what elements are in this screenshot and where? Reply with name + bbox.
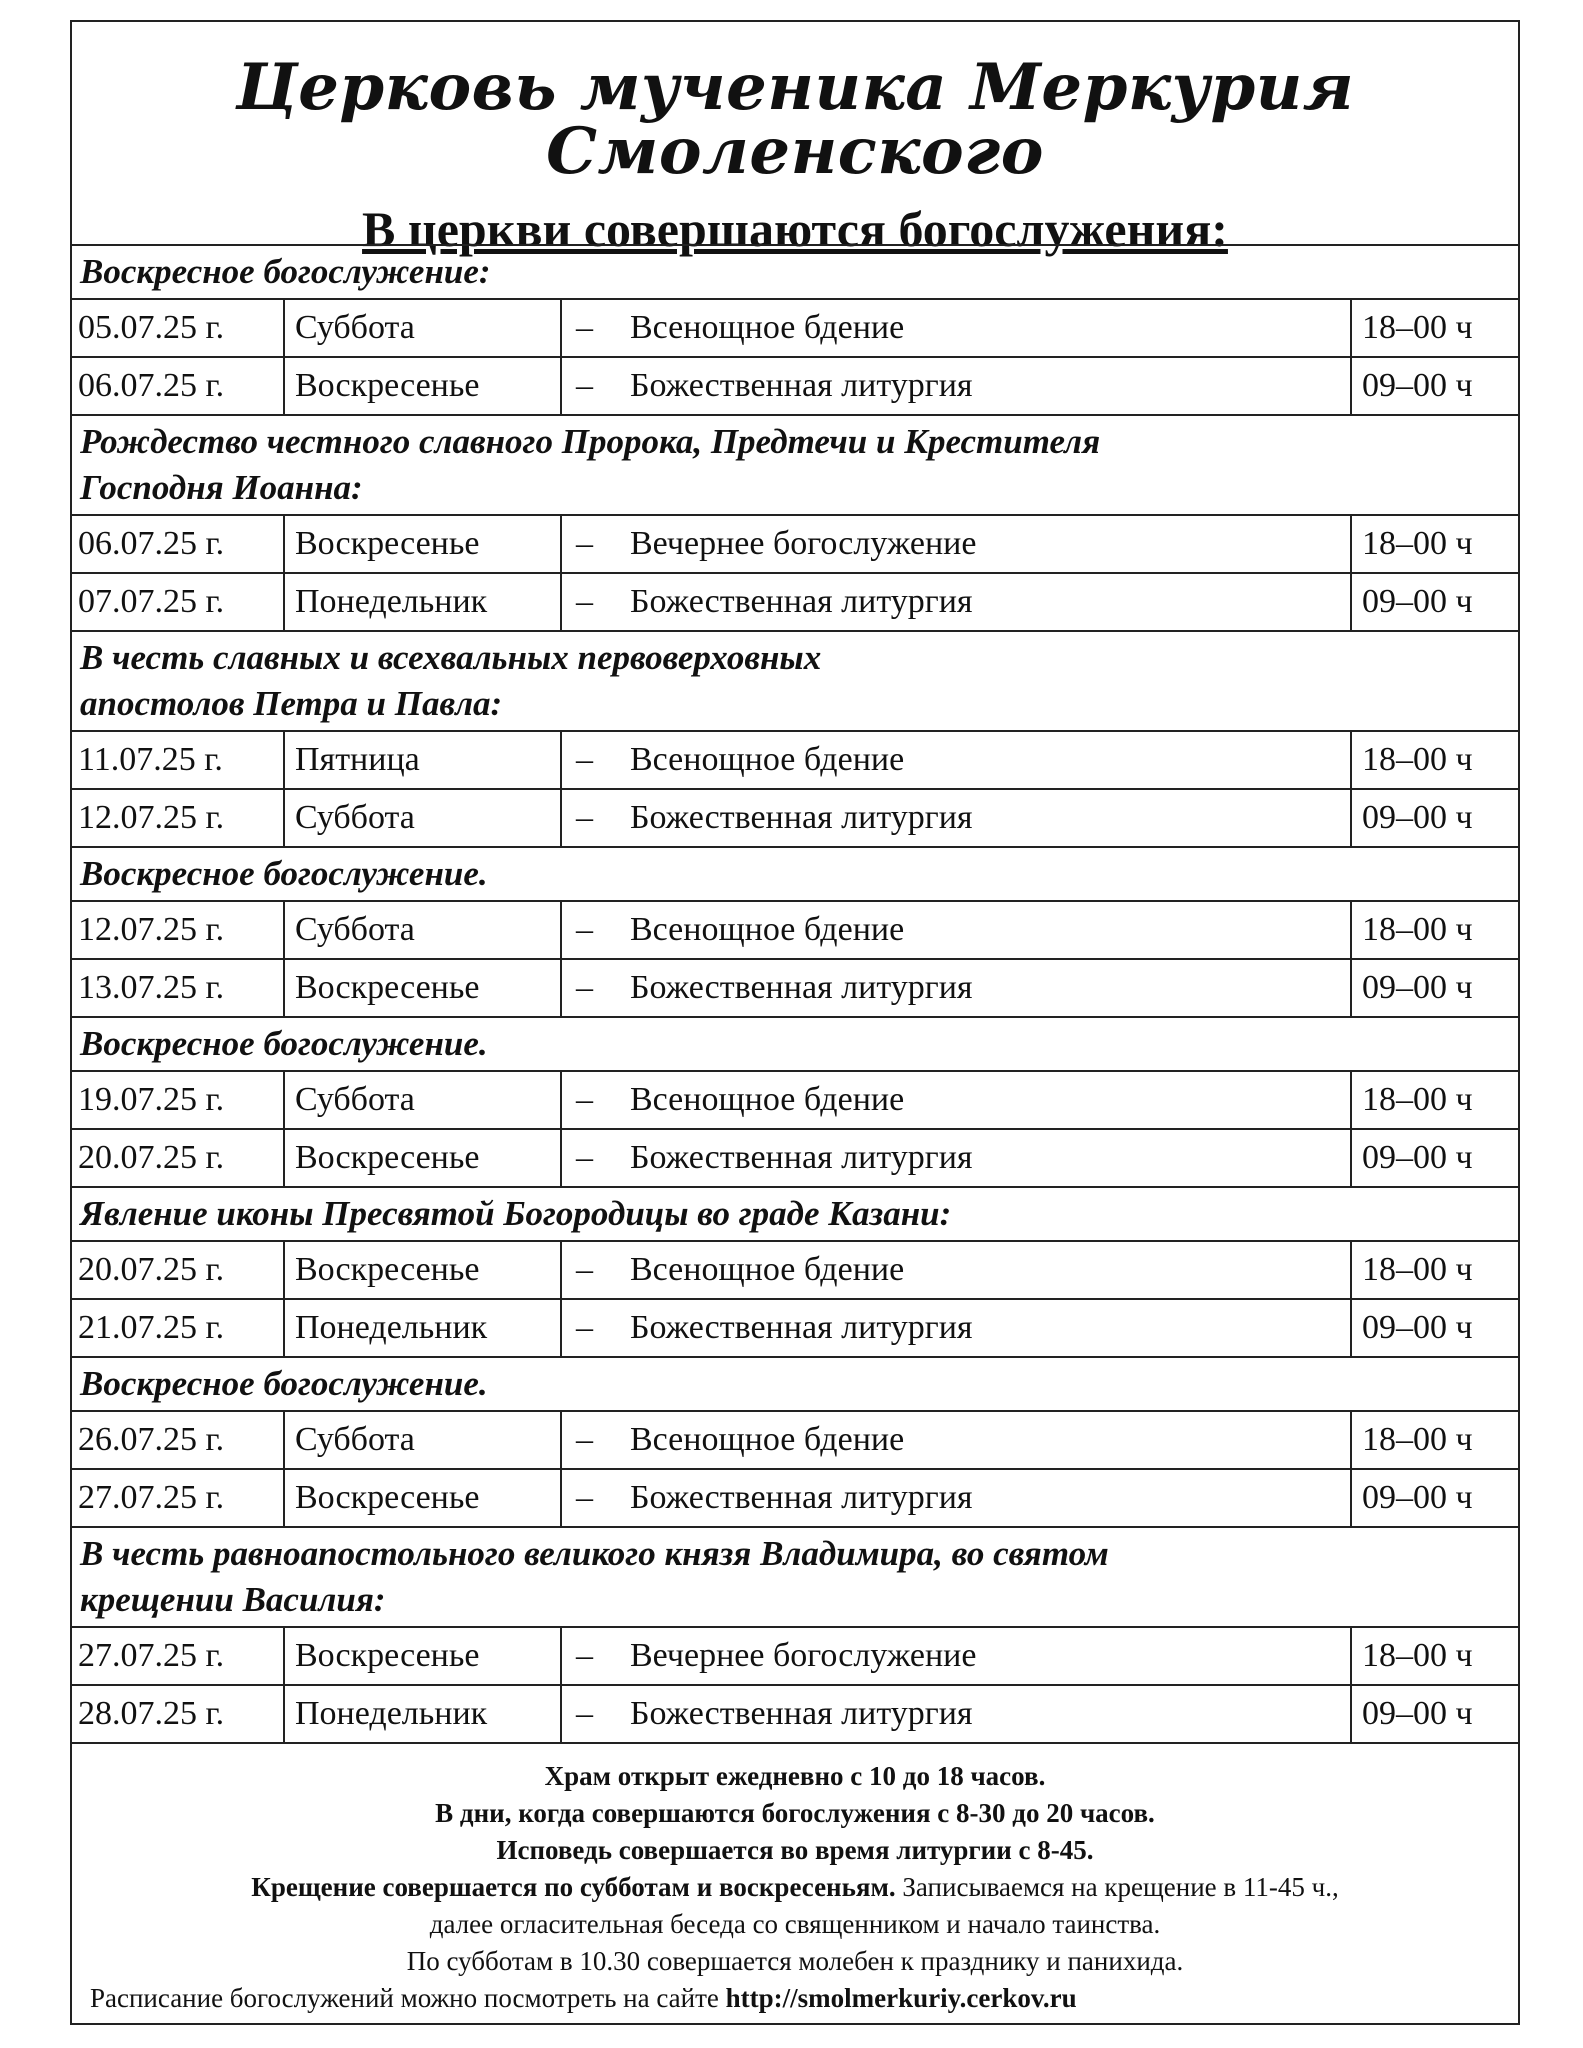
service-name: Божественная литургия <box>630 1686 1352 1742</box>
service-weekday: Понедельник <box>285 574 562 630</box>
service-name: Божественная литургия <box>630 1300 1352 1356</box>
dash-separator: – <box>576 1479 593 1516</box>
service-name: Божественная литургия <box>630 358 1352 414</box>
service-date: 20.07.25 г. <box>72 1242 285 1298</box>
service-date: 12.07.25 г. <box>72 790 285 846</box>
footer-saturday-moleben: По субботам в 10.30 совершается молебен к празднику и панихида. <box>406 1946 1184 1976</box>
service-time: 09–00 ч <box>1362 799 1473 836</box>
service-weekday: Понедельник <box>285 1686 562 1742</box>
section-heading: Явление иконы Пресвятой Богородицы во граде Казани: <box>72 1188 1518 1242</box>
schedule-row <box>72 516 1518 574</box>
schedule-row <box>72 1242 1518 1300</box>
service-date: 20.07.25 г. <box>72 1130 285 1186</box>
schedule-row <box>72 1686 1518 1744</box>
service-date: 28.07.25 г. <box>72 1686 285 1742</box>
schedule-row <box>72 732 1518 790</box>
schedule-row <box>72 1628 1518 1686</box>
schedule-sheet <box>70 20 1520 2025</box>
service-date: 26.07.25 г. <box>72 1412 285 1468</box>
dash-separator: – <box>576 525 593 562</box>
service-time: 18–00 ч <box>1362 911 1473 948</box>
service-date: 21.07.25 г. <box>72 1300 285 1356</box>
service-date: 06.07.25 г. <box>72 516 285 572</box>
service-name: Всенощное бдение <box>630 1412 1352 1468</box>
service-name: Божественная литургия <box>630 1470 1352 1526</box>
service-date: 07.07.25 г. <box>72 574 285 630</box>
schedule-row <box>72 960 1518 1018</box>
schedule-row <box>72 1130 1518 1188</box>
footer-baptism-bold: Крещение совершается по субботам и воскресеньям. <box>251 1872 896 1902</box>
service-time: 09–00 ч <box>1362 969 1473 1006</box>
dash-separator: – <box>576 1695 593 1732</box>
section-heading: Рождество честного славного Пророка, Предтечи и Крестителя Господня Иоанна: <box>72 416 1518 516</box>
dash-separator: – <box>576 1251 593 1288</box>
service-time: 18–00 ч <box>1362 309 1473 346</box>
service-name: Всенощное бдение <box>630 902 1352 958</box>
church-title: Церковь мученика Меркурия Смоленского <box>235 50 1355 189</box>
service-name: Божественная литургия <box>630 1130 1352 1186</box>
service-time: 18–00 ч <box>1362 525 1473 562</box>
section-heading: Воскресное богослужение: <box>72 246 1518 300</box>
service-time: 09–00 ч <box>1362 367 1473 404</box>
schedule-row <box>72 1412 1518 1470</box>
schedule-row <box>72 902 1518 960</box>
service-date: 19.07.25 г. <box>72 1072 285 1128</box>
service-name: Божественная литургия <box>630 960 1352 1016</box>
service-time: 09–00 ч <box>1362 1139 1473 1176</box>
service-time: 18–00 ч <box>1362 1421 1473 1458</box>
service-schedule <box>72 244 1518 1744</box>
schedule-subtitle: В церкви совершаются богослужения: <box>362 201 1228 257</box>
schedule-row <box>72 790 1518 848</box>
footer-confession: Исповедь совершается во время литургии с 8-45. <box>496 1835 1094 1865</box>
service-name: Всенощное бдение <box>630 1242 1352 1298</box>
footer-info <box>72 1758 1518 2017</box>
service-weekday: Суббота <box>285 790 562 846</box>
service-name: Всенощное бдение <box>630 300 1352 356</box>
service-weekday: Понедельник <box>285 1300 562 1356</box>
dash-separator: – <box>576 969 593 1006</box>
service-name: Вечернее богослужение <box>630 516 1352 572</box>
service-date: 12.07.25 г. <box>72 902 285 958</box>
section-heading: В честь равноапостольного великого князя Владимира, во святом крещении Василия: <box>72 1528 1518 1628</box>
service-name: Вечернее богослужение <box>630 1628 1352 1684</box>
footer-baptism <box>72 1869 1518 1906</box>
service-weekday: Суббота <box>285 902 562 958</box>
schedule-row <box>72 1072 1518 1130</box>
footer-catechesis: далее огласительная беседа со священником и начало таинства. <box>429 1909 1161 1939</box>
dash-separator: – <box>576 309 593 346</box>
service-date: 27.07.25 г. <box>72 1628 285 1684</box>
website-link[interactable]: http://smolmerkuriy.cerkov.ru <box>725 1983 1077 2013</box>
service-weekday: Воскресенье <box>285 1628 562 1684</box>
service-date: 05.07.25 г. <box>72 300 285 356</box>
service-name: Всенощное бдение <box>630 1072 1352 1128</box>
schedule-row <box>72 1470 1518 1528</box>
service-weekday: Суббота <box>285 1412 562 1468</box>
footer-website-line <box>72 1980 1518 2017</box>
dash-separator: – <box>576 1637 593 1674</box>
dash-separator: – <box>576 1081 593 1118</box>
service-time: 09–00 ч <box>1362 1309 1473 1346</box>
dash-separator: – <box>576 741 593 778</box>
service-date: 27.07.25 г. <box>72 1470 285 1526</box>
service-date: 11.07.25 г. <box>72 732 285 788</box>
service-weekday: Воскресенье <box>285 358 562 414</box>
service-weekday: Суббота <box>285 300 562 356</box>
service-date: 06.07.25 г. <box>72 358 285 414</box>
footer-website-text: Расписание богослужений можно посмотреть на сайте <box>90 1983 726 2013</box>
service-time: 18–00 ч <box>1362 1251 1473 1288</box>
dash-separator: – <box>576 1309 593 1346</box>
dash-separator: – <box>576 1139 593 1176</box>
service-time: 18–00 ч <box>1362 1081 1473 1118</box>
service-weekday: Воскресенье <box>285 1470 562 1526</box>
footer-service-days-hours: В дни, когда совершаются богослужения с 8-30 до 20 часов. <box>435 1798 1155 1828</box>
section-heading: В честь славных и всехвальных первоверховных апостолов Петра и Павла: <box>72 632 1518 732</box>
dash-separator: – <box>576 911 593 948</box>
section-heading: Воскресное богослужение. <box>72 1358 1518 1412</box>
schedule-row <box>72 300 1518 358</box>
service-name: Божественная литургия <box>630 574 1352 630</box>
service-weekday: Пятница <box>285 732 562 788</box>
dash-separator: – <box>576 799 593 836</box>
service-time: 09–00 ч <box>1362 1695 1473 1732</box>
section-heading: Воскресное богослужение. <box>72 1018 1518 1072</box>
service-weekday: Воскресенье <box>285 516 562 572</box>
schedule-row <box>72 358 1518 416</box>
service-name: Всенощное бдение <box>630 732 1352 788</box>
service-name: Божественная литургия <box>630 790 1352 846</box>
dash-separator: – <box>576 1421 593 1458</box>
section-heading: Воскресное богослужение. <box>72 848 1518 902</box>
service-time: 09–00 ч <box>1362 1479 1473 1516</box>
schedule-row <box>72 1300 1518 1358</box>
service-time: 09–00 ч <box>1362 583 1473 620</box>
service-date: 13.07.25 г. <box>72 960 285 1016</box>
footer-hours: Храм открыт ежедневно с 10 до 18 часов. <box>544 1761 1046 1791</box>
footer-baptism-registration: Записываемся на крещение в 11-45 ч., <box>895 1872 1339 1902</box>
service-weekday: Суббота <box>285 1072 562 1128</box>
schedule-row <box>72 574 1518 632</box>
dash-separator: – <box>576 367 593 404</box>
service-weekday: Воскресенье <box>285 1130 562 1186</box>
service-weekday: Воскресенье <box>285 1242 562 1298</box>
service-weekday: Воскресенье <box>285 960 562 1016</box>
service-time: 18–00 ч <box>1362 1637 1473 1674</box>
dash-separator: – <box>576 583 593 620</box>
service-time: 18–00 ч <box>1362 741 1473 778</box>
